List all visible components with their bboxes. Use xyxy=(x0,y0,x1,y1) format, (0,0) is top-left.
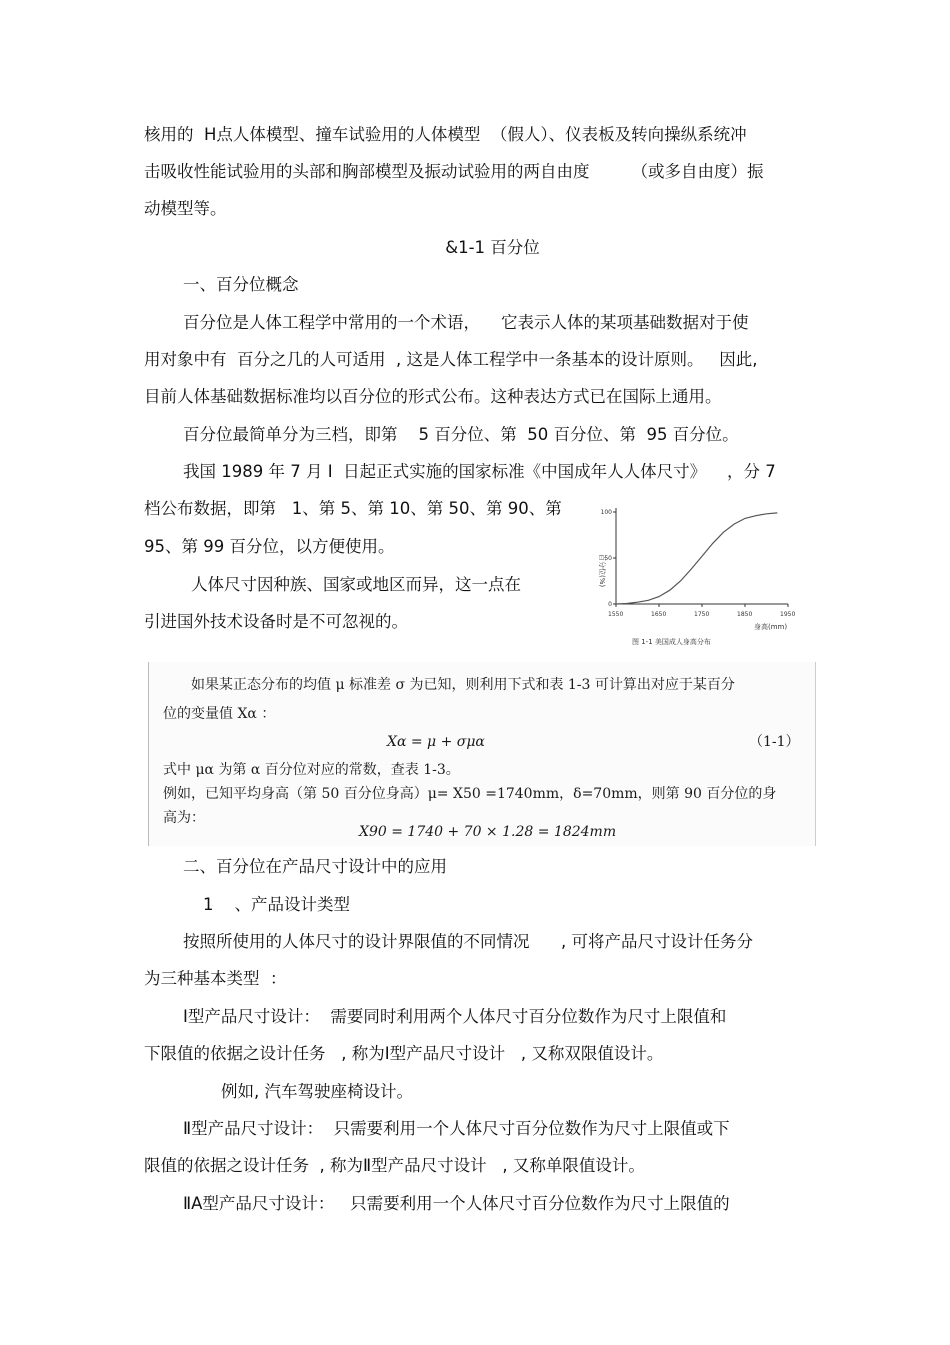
paragraph-line: ⅡA型产品尺寸设计： 只需要利用一个人体尺寸百分位数作为尺寸上限值的 xyxy=(183,1194,730,1213)
y-tick-label: 50 xyxy=(604,555,612,562)
x-tick-label: 1950 xyxy=(780,611,796,618)
scan-line: 高为： xyxy=(163,810,205,826)
y-tick-label: 100 xyxy=(600,509,612,516)
paragraph-line: 例如, 汽车驾驶座椅设计。 xyxy=(221,1082,413,1101)
scan-line: 如果某正态分布的均值 μ 标准差 σ 为已知，则利用下式和表 1-3 可计算出对应于某百分 xyxy=(191,677,735,693)
y-tick-label: 0 xyxy=(608,601,612,608)
paragraph-line: 限值的依据之设计任务 , 称为Ⅱ型产品尺寸设计 , 又称单限值设计。 xyxy=(144,1156,645,1175)
paragraph-line: 引进国外技术设备时是不可忽视的。 xyxy=(144,612,408,631)
paragraph-line: 档公布数据，即第 1、第 5、第 10、第 50、第 90、第 xyxy=(144,499,562,518)
paragraph-line: 百分位最简单分为三档，即第 5 百分位、第 50 百分位、第 95 百分位。 xyxy=(183,425,739,444)
formula-1-1: Xα = μ + σμα xyxy=(387,734,485,750)
figure-height-distribution xyxy=(592,500,804,650)
paragraph-line: 目前人体基础数据标准均以百分位的形式公布。这种表达方式已在国际上通用。 xyxy=(144,387,722,406)
paragraph-line: 用对象中有 百分之几的人可适用 , 这是人体工程学中一条基本的设计原则。 因此, xyxy=(144,350,758,369)
paragraph-line: 人体尺寸因种族、国家或地区而异，这一点在 xyxy=(191,575,521,594)
paragraph-line: 动模型等。 xyxy=(144,199,227,218)
y-axis-label: 百分位(%) xyxy=(598,554,606,588)
x-tick-label: 1650 xyxy=(651,611,667,618)
x-axis-label: 身高(mm) xyxy=(754,623,788,631)
paragraph-line: Ⅰ型产品尺寸设计： 需要同时利用两个人体尺寸百分位数作为尺寸上限值和 xyxy=(183,1007,727,1026)
x-tick-label: 1750 xyxy=(694,611,710,618)
paragraph-line: 按照所使用的人体尺寸的设计界限值的不同情况 , 可将产品尺寸设计任务分 xyxy=(183,932,753,951)
chart-svg xyxy=(592,500,804,650)
section-title: &1-1 百分位 xyxy=(445,238,540,257)
figure-caption: 图 1-1 美国成人身高分布 xyxy=(632,638,711,646)
paragraph-line: 百分位是人体工程学中常用的一个术语， 它表示人体的某项基础数据对于使 xyxy=(183,313,749,332)
paragraph-line: Ⅱ型产品尺寸设计： 只需要利用一个人体尺寸百分位数作为尺寸上限值或下 xyxy=(183,1119,730,1138)
scan-line: 例如，已知平均身高（第 50 百分位身高）μ= X50 =1740mm，δ=70mm，则第 90 百分位的身 xyxy=(163,786,777,802)
paragraph-line: 我国 1989 年 7 月 I 日起正式实施的国家标准《中国成年人人体尺寸》 ，分 7 xyxy=(183,462,776,481)
paragraph-line: 为三种基本类型 ： xyxy=(144,969,287,988)
formula-example: X90 = 1740 + 70 × 1.28 = 1824mm xyxy=(359,824,617,840)
list-item-heading: 1 、产品设计类型 xyxy=(203,895,350,914)
paragraph-line: 95、第 99 百分位，以方便使用。 xyxy=(144,537,395,556)
subsection-heading: 二、百分位在产品尺寸设计中的应用 xyxy=(183,857,447,876)
scanned-excerpt xyxy=(148,662,816,846)
paragraph-line: 击吸收性能试验用的头部和胸部模型及振动试验用的两自由度 （或多自由度）振 xyxy=(144,162,764,181)
formula-number: （1-1） xyxy=(749,734,800,750)
scan-line: 式中 μα 为第 α 百分位对应的常数，查表 1-3。 xyxy=(163,762,460,778)
paragraph-line: 下限值的依据之设计任务 , 称为Ⅰ型产品尺寸设计 , 又称双限值设计。 xyxy=(144,1044,664,1063)
paragraph-line: 核用的 H点人体模型、撞车试验用的人体模型 （假人）、仪表板及转向操纵系统冲 xyxy=(144,125,747,144)
scan-line: 位的变量值 Xα ： xyxy=(163,706,276,722)
subsection-heading: 一、百分位概念 xyxy=(183,275,299,294)
x-tick-label: 1850 xyxy=(737,611,753,618)
series-line xyxy=(616,513,777,604)
x-tick-label: 1550 xyxy=(608,611,624,618)
